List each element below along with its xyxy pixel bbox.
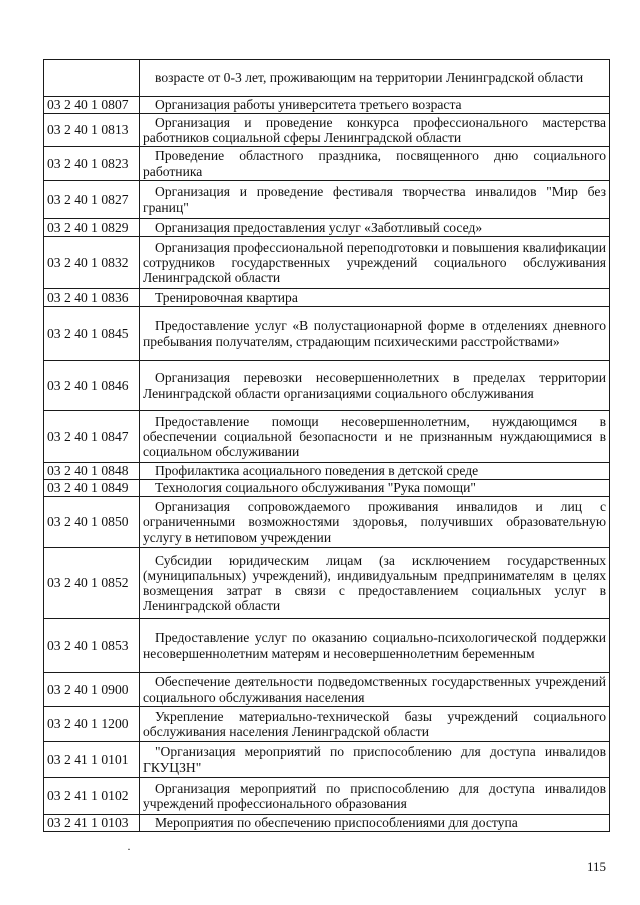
row-description: Предоставление помощи несовершеннолетним, нуждающимся в обеспечении социальной безопасности и не признанным нуждающимися в социальном обслуживании <box>140 411 610 463</box>
row-code: 03 2 40 1 0836 <box>44 289 140 307</box>
row-description: Предоставление услуг по оказанию социально-психологической поддержки несовершеннолетним матерям и несовершеннолетним беременным <box>140 619 610 673</box>
row-description: Организация и проведение фестиваля творчества инвалидов "Мир без границ" <box>140 181 610 219</box>
row-code: 03 2 41 1 0101 <box>44 742 140 778</box>
row-description: Профилактика асоциального поведения в детской среде <box>140 463 610 480</box>
table-row <box>44 815 610 832</box>
row-code: 03 2 40 1 0845 <box>44 307 140 361</box>
row-description: Тренировочная квартира <box>140 289 610 307</box>
row-code: 03 2 40 1 0827 <box>44 181 140 219</box>
row-description: возрасте от 0-3 лет, проживающим на территории Ленинградской области <box>140 60 610 97</box>
table-row <box>44 778 610 815</box>
table-row <box>44 181 610 219</box>
row-description: Технология социального обслуживания "Рука помощи" <box>140 480 610 497</box>
row-code: 03 2 41 1 0102 <box>44 778 140 815</box>
table-row <box>44 707 610 742</box>
row-code: 03 2 40 1 0849 <box>44 480 140 497</box>
row-code: 03 2 40 1 0847 <box>44 411 140 463</box>
table-row <box>44 463 610 480</box>
row-code: 03 2 41 1 0103 <box>44 815 140 832</box>
table-row <box>44 114 610 147</box>
page-number: 115 <box>586 859 606 874</box>
table-row <box>44 97 610 114</box>
row-code <box>44 60 140 97</box>
table-row <box>44 289 610 307</box>
table-row <box>44 673 610 707</box>
row-description: Организация предоставления услуг «Заботливый сосед» <box>140 219 610 237</box>
row-code: 03 2 40 1 0832 <box>44 237 140 289</box>
row-description: "Организация мероприятий по приспособлению для доступа инвалидов ГКУЦЗН" <box>140 742 610 778</box>
row-description: Предоставление услуг «В полустационарной форме в отделениях дневного пребывания получателям, страдающим психическими расстройствами» <box>140 307 610 361</box>
row-description: Организация и проведение конкурса профессионального мастерства работников социальной сферы Ленинградской области <box>140 114 610 147</box>
table-row <box>44 60 610 97</box>
row-description: Укрепление материально-технической базы учреждений социального обслуживания населения Ленинградской области <box>140 707 610 742</box>
row-code: 03 2 40 1 0853 <box>44 619 140 673</box>
row-description: Мероприятия по обеспечению приспособлениями для доступа <box>140 815 610 832</box>
table-row <box>44 411 610 463</box>
scan-mark: · <box>127 842 131 856</box>
row-description: Организация сопровождаемого проживания инвалидов и лиц с ограниченными возможностями здоровья, получивших образовательную услугу в нетиповом учреждении <box>140 497 610 548</box>
row-code: 03 2 40 1 0829 <box>44 219 140 237</box>
table-row <box>44 219 610 237</box>
table-row <box>44 361 610 411</box>
row-description: Проведение областного праздника, посвященного дню социального работника <box>140 147 610 181</box>
row-code: 03 2 40 1 0823 <box>44 147 140 181</box>
table-row <box>44 619 610 673</box>
row-code: 03 2 40 1 0852 <box>44 548 140 619</box>
table-row <box>44 237 610 289</box>
table-row <box>44 497 610 548</box>
budget-classification-table <box>43 59 610 832</box>
row-description: Организация работы университета третьего возраста <box>140 97 610 114</box>
row-code: 03 2 40 1 0813 <box>44 114 140 147</box>
table-row <box>44 307 610 361</box>
row-description: Организация профессиональной переподготовки и повышения квалификации сотрудников государственных учреждений социального обслуживания Ленинградской области <box>140 237 610 289</box>
row-description: Субсидии юридическим лицам (за исключением государственных (муниципальных) учреждений), индивидуальным предпринимателям в целях возмещения затрат в связи с предоставлением социальных услуг в Ленинградской области <box>140 548 610 619</box>
table-row <box>44 147 610 181</box>
row-code: 03 2 40 1 0846 <box>44 361 140 411</box>
row-code: 03 2 40 1 0850 <box>44 497 140 548</box>
row-description: Организация перевозки несовершеннолетних в пределах территории Ленинградской области организациями социального обслуживания <box>140 361 610 411</box>
row-description: Обеспечение деятельности подведомственных государственных учреждений социального обслуживания населения <box>140 673 610 707</box>
row-description: Организация мероприятий по приспособлению для доступа инвалидов учреждений профессионального образования <box>140 778 610 815</box>
row-code: 03 2 40 1 0848 <box>44 463 140 480</box>
row-code: 03 2 40 1 0900 <box>44 673 140 707</box>
row-code: 03 2 40 1 1200 <box>44 707 140 742</box>
table-row <box>44 742 610 778</box>
table-row <box>44 548 610 619</box>
row-code: 03 2 40 1 0807 <box>44 97 140 114</box>
table-row <box>44 480 610 497</box>
